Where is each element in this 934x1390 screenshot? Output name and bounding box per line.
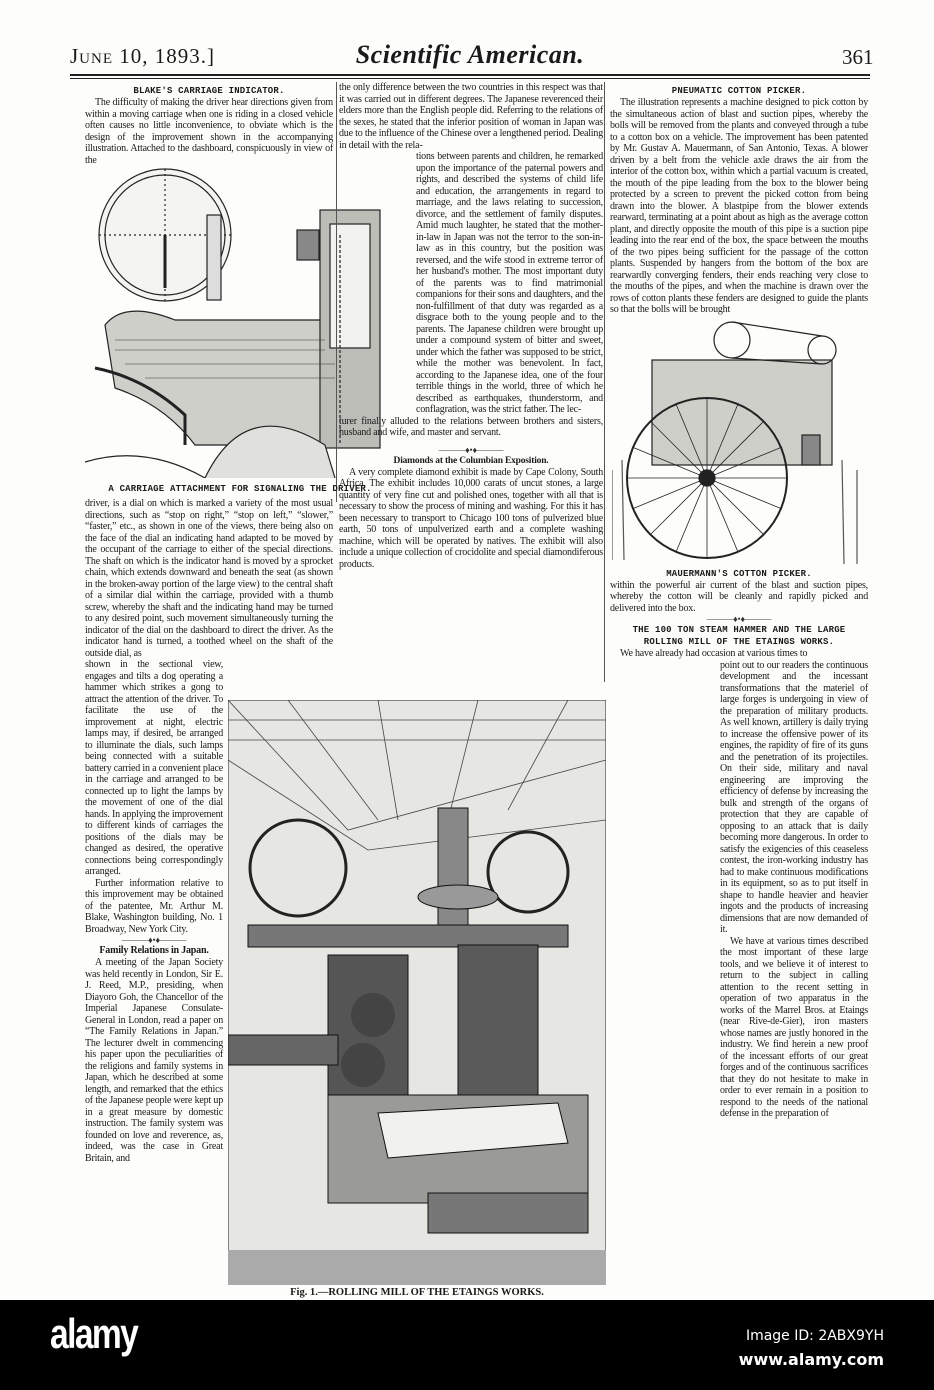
article-heading: BLAKE'S CARRIAGE INDICATOR. <box>133 86 285 96</box>
header-rule <box>70 74 870 76</box>
article-heading: Diamonds at the Columbian Exposition. <box>393 455 549 466</box>
column-divider <box>336 82 337 502</box>
heading-line: THE 100 TON STEAM HAMMER AND THE LARGE <box>632 625 846 635</box>
figure-caption: MAUERMANN'S COTTON PICKER. <box>666 568 812 579</box>
article-text: the only difference between the two countries in this respect was that it was carried out in different degrees. The Japanese reverenced their elders more than the English people did. Referring to the relations of the sexes, he stated that the inferior position of woman in Japan was due to the influence of the Chinese over a lengthened period. Dealing in detail with the rela- tions between parents and children, he remarked upon the importance of the paternal powers and rights, and described the systems of child life and education, the arrangements in regard to marriage, and the laws relating to succession, divorce, and the settlement of family disputes. Amid much laughter, he stated that the mother-in-law in Japan was not the terror to the son-in-law as in this country, but the position was reversed, and the wife stood in extreme terror of her husband's mother. The most important duty of the parents was to find matrimonial companions for their sons and daughters, and the non-fulfillment of that duty was regarded as a disgrace both to the young people and to the parents. The Japanese children were brought up under a compound system of bitter and sweet, under which the father was supposed to be strict, while the mother was benevolent. In fact, according to the Japanese idea, one of the four terrible things in the world, three of which he described as earthquakes, thunderstorm, and conflagration, was the strict father. The lec- turer finally alluded to the relations between brothers and sisters, husband and wife, and master and servant. ———♦•♦——— Diamonds at the Columbian Exposition. A very complete diamond exhibit is made by Cape Colony, South Africa. The exhibit includes 10,000 carats of uncut stones, a large quantity of very fine cut and polished ones, together with all that is necessary to show the process of mining and washing. For this it has been necessary to transport to Chicago 100 tons of pulverized blue earth, 50 tons of unpulverized earth and a complete washing machine, which will be operated by natives. The exhibit will also include a unique collection of crocidolite and special diamondiferous products. <box>339 82 603 570</box>
article-text: The difficulty of making the driver hear directions given from within a moving carriage when one is riding in a closed vehicle often causes no little inconvenience, to obviate which is the design of the improvement shown in the accompanying illustration. Attached to the dashboard, conspicuously in view of the <box>85 97 333 166</box>
alamy-logo: alamy <box>50 1310 138 1357</box>
article-blake-top <box>85 85 333 166</box>
ornament: ———♦•♦——— <box>438 444 504 455</box>
figure-caption: A CARRIAGE ATTACHMENT FOR SIGNALING THE DRIVER. <box>108 484 372 494</box>
masthead: Scientific American. <box>355 40 585 69</box>
image-id: Image ID: 2ABX9YH <box>745 1328 884 1344</box>
cotton-picker-illustration <box>612 320 868 566</box>
ornament: ———♦•♦——— <box>706 614 772 624</box>
watermark-bar <box>0 1300 934 1390</box>
article-cotton-picker: PNEUMATIC COTTON PICKER. The illustration represents a machine designed to pick cotton by the simultaneous action of blast and suction pipes, whereby the bolls will be removed from the plants and conveyed through a tube to a cotton box on a vehicle. The improvement has been patented by Mr. Gustav A. Mauermann, of San Antonio, Texas. A blower driven by a belt from the vehicle axle draws the air from the interior of the cotton box, within which a partial vacuum is created, the mouth of the pipe leading from the box to the blower being protected by a screen to prevent the picked cotton from being drawn into the blower. A blastpipe from the blower extends rearward, terminating at a point about as high as the average cotton plant, and directly opposite the mouth of this pipe is a suction pipe leading into the rear end of the box, the space between the mouths of the two pipes being sufficient for the passage of the cotton plants. Suspended by hangers from the bottom of the box are rearwardly converging fenders, their ends reaching very close to the mouths of the pipes, and when the machine is drawn over the rows of cotton plants these fenders are designed to guide the plants so that the bolls will be brought MAUERMANN'S COTTON PICKER. within the powerful air current of the blast and suction pipes, whereby the cotton will be cleanly and rapidly picked and delivered into the box. ———♦•♦——— THE 100 TON STEAM HAMMER AND THE LARGE ROLLING MILL OF THE ETAINGS WORKS. We have already had occasion at various times to point out to our readers the continuous development and the incessant transformations that the materiel of large forges is undergoing in view of the preparation of military products. As well known, artillery is daily trying to increase the offensive power of its engines, the rapidity of fire of its guns and the penetration of its projectiles. On their side, military and naval engineering are improving the efficiency of defense by increasing the bulk and strength of the organs of protection that they are capable of opposing to an attack that is daily becoming more dangerous. In order to satisfy the exigencies of this ceaseless contest, the iron-working industry has had to make continuous modifications in its equipment, so as to put itself in shape to handle heavier and heavier ingots and the products of increasing dimensions that are now demanded of it. We have at various times described the most important of these large tools, and we believe it of interest to return to the subject in calling attention to the recent setting in operation of two apparatus in the works of the Marrel Bros. at Etaings (near Rive-de-Gier), iron masters whose names are justly honored in the industry. We find herein a new proof of the incessant efforts of our great forges and of the continuous sacrifices that they do not hesitate to make in order to ever remain in a position to respond to the needs of the national defense in the preparation of <box>610 86 868 1119</box>
ornament: ———♦•♦——— <box>121 935 187 945</box>
narrow-column: point out to our readers the continuous development and the incessant transformations that the materiel of large forges is undergoing in view of the preparation of military products. As well known, artillery is daily trying to increase the offensive power of its engines, the rapidity of fire of its guns and the penetration of its projectiles. On their side, military and naval engineering are improving the efficiency of defense by increasing the bulk and strength of the organs of protection that they are capable of opposing to an attack that is daily becoming more dangerous. In order to satisfy the exigencies of this ceaseless contest, the iron-working industry has had to make continuous modifications in its equipment, so as to put itself in shape to handle heavier and heavier ingots and the products of increasing dimensions that are now demanded of it. We have at various times described the most important of these large tools, and we believe it of interest to return to the subject in calling attention to the recent setting in operation of two apparatus in the works of the Marrel Bros. at Etaings (near Rive-de-Gier), iron masters whose names are justly honored in the industry. We find herein a new proof of the incessant efforts of our great forges and of the continuous sacrifices that they do not hesitate to make in order to ever remain in a position to respond to the needs of the national defense in the preparation of <box>720 659 868 1119</box>
site-url[interactable]: www.alamy.com <box>738 1350 884 1369</box>
figure-caption: Fig. 1.—ROLLING MILL OF THE ETAINGS WORKS. <box>290 1287 544 1298</box>
column-divider <box>604 82 605 682</box>
article-heading: PNEUMATIC COTTON PICKER. <box>671 86 807 96</box>
issue-date: June 10, 1893.] <box>70 44 215 68</box>
heading-line: ROLLING MILL OF THE ETAINGS WORKS. <box>643 637 835 647</box>
article-text: driver, is a dial on which is marked a variety of the most usual directions, such as “stop on right,” “stop on left,” “slower,” “faster,” etc., as shown in one of the views, there being also on the face of the dial an indicating hand adapted to be moved by the occupant of the carriage to either of the special directions. The shaft on which is the indicator hand is moved by a sprocket chain, which extends downward and beneath the seat (as shown in the broken-away portion of the large view) to the central shaft of a similar dial within the carriage, provided with a thumb screw, whereby the shaft and the indicating hand may be turned to any desired point, such movement simultaneously turning the indicator of the dial on the dashboard to direct the driver. As the indicator hand is turned, a toothed wheel on the shaft of the outside dial, as shown in the sectional view, engages and tilts a dog operating a hammer which strikes a gong to attract the attention of the driver. To facilitate the use of the improvement at night, electric lamps may, if desired, be arranged to illuminate the dials, such lamps being connected with a suitable battery carried in a convenient place in the carriage and arranged to be connected up to light the lamps by the movement of one of the dial hands. In applying the improvement to different kinds of carriages the positions of the dials may be changed as desired, the operative connections being correspondingly arranged. Further information relative to this improvement may be obtained of the patentee, Mr. Arthur M. Blake, Washington building, No. 1 Broadway, New York City. ———♦•♦——— Family Relations in Japan. A meeting of the Japan Society was held recently in London, Sir E. J. Reed, M.P., presiding, when Diayoro Goh, the Chancellor of the Imperial Japanese Consulate-General in London, read a paper on “The Family Relations in Japan.” The lecturer dwelt in commencing his paper upon the peculiarities of the religions and family systems in Japan, which he described at some length, and remarked that the ethics of the Japanese people were kept up in a great measure by domestic instruction. The family system was founded on love and reverence, as, indeed, was the case in Great Britain, and <box>85 498 333 1164</box>
article-heading <box>610 624 868 648</box>
narrow-column: shown in the sectional view, engages and tilts a dog operating a hammer which strikes a gong to attract the attention of the driver. To facilitate the use of the improvement at night, electric lamps may, if desired, be arranged to illuminate the dials, such lamps being connected with a suitable battery carried in a convenient place in the carriage and arranged to be connected up to light the lamps by the movement of one of the dial hands. In applying the improvement to different kinds of carriages the positions of the dials may be changed as desired, the operative connections being correspondingly arranged. Further information relative to this improvement may be obtained of the patentee, Mr. Arthur M. Blake, Washington building, No. 1 Broadway, New York City. ———♦•♦——— Family Relations in Japan. A meeting of the Japan Society was held recently in London, Sir E. J. Reed, M.P., presiding, when Diayoro Goh, the Chancellor of the Imperial Japanese Consulate-General in London, read a paper on “The Family Relations in Japan.” The lecturer dwelt in commencing his paper upon the peculiarities of the religions and family systems in Japan, which he described at some length, and remarked that the ethics of the Japanese people were kept up in a great measure by domestic instruction. The family system was founded on love and reverence, as, indeed, was the case in Great Britain, and <box>85 659 223 1164</box>
article-heading: Family Relations in Japan. <box>99 945 209 956</box>
page-number: 361 <box>842 45 874 69</box>
header-rule-thin <box>70 78 870 79</box>
